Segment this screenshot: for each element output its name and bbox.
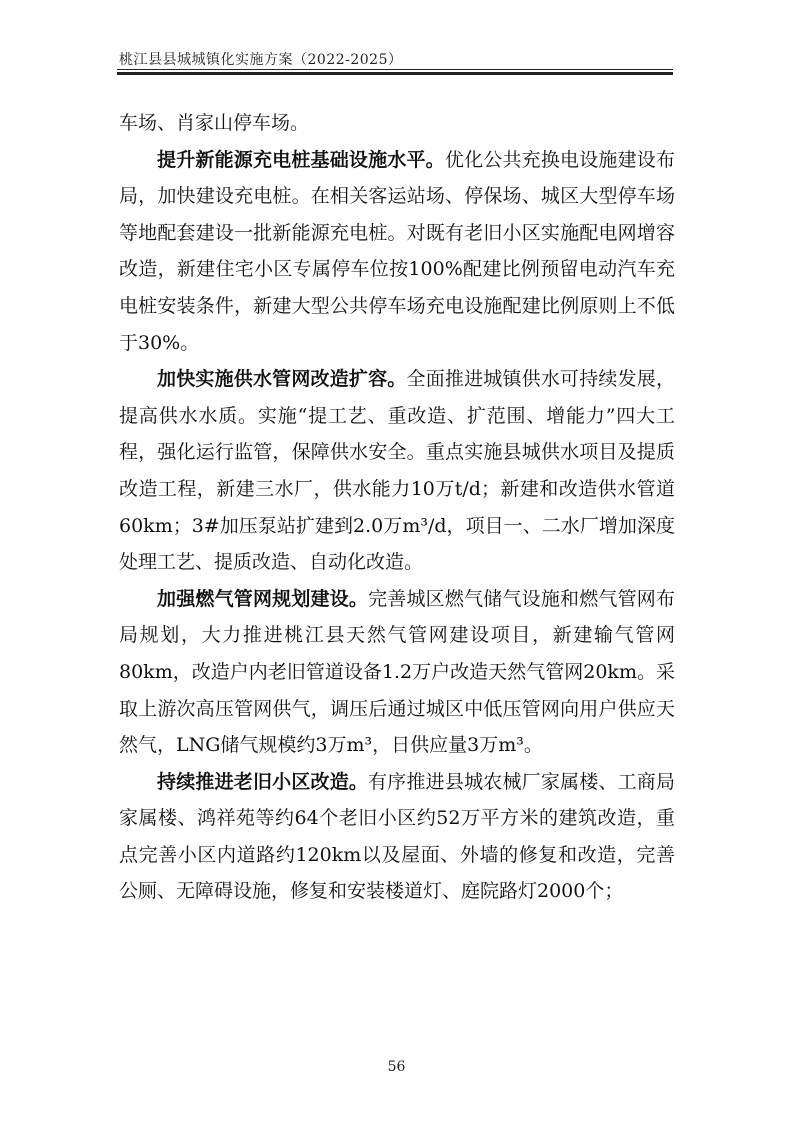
paragraph-lead: 加强燃气管网规划建设。 <box>157 587 369 610</box>
paragraph-old-communities <box>119 764 675 910</box>
header-rule-thick <box>117 72 673 75</box>
paragraph-lead: 加快实施供水管网改造扩容。 <box>157 368 407 391</box>
paragraph-lead: 持续推进老旧小区改造。 <box>157 770 369 793</box>
page-body <box>119 105 675 910</box>
running-header: 桃江县县城城镇化实施方案（2022-2025） <box>119 52 403 68</box>
paragraph-text: 有序推进县城农械厂家属楼、工商局家属楼、鸿祥苑等约64个老旧小区约52万平方米的建筑改造，重点完善小区内道路约120km以及屋面、外墙的修复和改造，完善公厕、无障碍设施，修复和安装楼道灯、庭院路灯2000个； <box>119 770 675 903</box>
paragraph-text: 全面推进城镇供水可持续发展，提高供水水质。实施“提工艺、重改造、扩范围、增能力”四大工程，强化运行监管，保障供水安全。重点实施县城供水项目及提质改造工程，新建三水厂，供水能力10万t/d；新建和改造供水管道60km；3#加压泵站扩建到2.0万m³/d，项目一、二水厂增加深度处理工艺、提质改造、自动化改造。 <box>119 368 675 574</box>
paragraph-continuation: 车场、肖家山停车场。 <box>119 112 310 134</box>
paragraph-text: 完善城区燃气储气设施和燃气管网布局规划，大力推进桃江县天然气管网建设项目，新建输气管网80km，改造户内老旧管道设备1.2万户改造天然气管网20km。采取上游次高压管网供气，调压后通过城区中低压管网向用户供应天然气，LNG储气规模约3万m³，日供应量3万m³。 <box>119 587 675 757</box>
paragraph-water-supply <box>119 361 675 581</box>
paragraph-charging-piles <box>119 142 675 362</box>
paragraph-lead: 提升新能源充电桩基础设施水平。 <box>157 148 445 171</box>
paragraph-gas-network <box>119 581 675 764</box>
page-number: 56 <box>387 1059 406 1075</box>
header-rule-thin <box>117 69 673 70</box>
paragraph-text: 优化公共充换电设施建设布局，加快建设充电桩。在相关客运站场、停保场、城区大型停车场等地配套建设一批新能源充电桩。对既有老旧小区实施配电网增容改造，新建住宅小区专属停车位按100%配建比例预留电动汽车充电桩安装条件，新建大型公共停车场充电设施配建比例原则上不低于30%。 <box>119 148 675 354</box>
